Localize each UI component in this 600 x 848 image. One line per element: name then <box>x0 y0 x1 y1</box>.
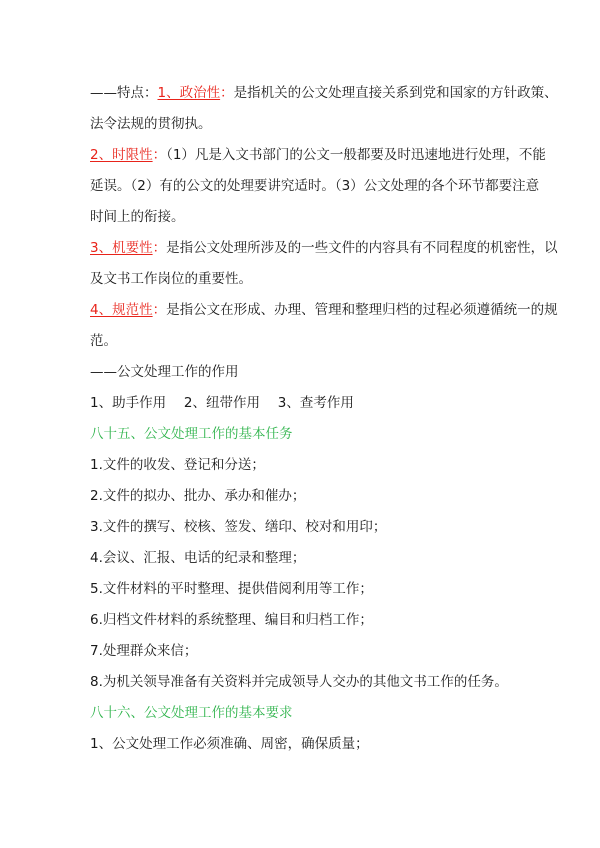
requirement-item: 1、公文处理工作必须准确、周密，确保质量； <box>90 736 369 752</box>
feature-standard-line1 <box>90 295 558 326</box>
feature-timeliness-line2: 延误。（2）有的公文的处理要讲究适时。（3）公文处理的各个环节都要注意 <box>90 178 540 194</box>
role-heading: ——公文处理工作的作用 <box>90 364 239 380</box>
task-item: 8.为机关领导准备有关资料并完成领导人交办的其他文书工作的任务。 <box>90 674 508 690</box>
feature-colon: ： <box>152 302 167 318</box>
feature-timeliness-line3: 时间上的衔接。 <box>90 209 185 225</box>
feature-confidential-line1 <box>90 233 558 264</box>
document-page <box>90 78 558 760</box>
feature-label-standard: 4、规范性 <box>90 302 153 318</box>
task-item: 5.文件材料的平时整理、提供借阅利用等工作； <box>90 581 373 597</box>
task-item: 6.归档文件材料的系统整理、编目和归档工作； <box>90 612 373 628</box>
features-intro-prefix: ——特点： <box>90 85 158 101</box>
feature-colon: ： <box>152 240 167 256</box>
feature-colon: ： <box>152 147 167 163</box>
feature-text: （1）凡是入文书部门的公文一般都要及时迅速地进行处理，不能 <box>166 147 546 163</box>
task-item: 1.文件的收发、登记和分送； <box>90 457 265 473</box>
feature-political-line2: 法令法规的贯彻执。 <box>90 116 212 132</box>
task-item: 4.会议、汇报、电话的纪录和整理； <box>90 550 306 566</box>
role-line: 1、助手作用 2、纽带作用 3、查考作用 <box>90 395 354 411</box>
feature-standard-line2: 范。 <box>90 333 117 349</box>
feature-timeliness-line1 <box>90 140 546 171</box>
feature-label-confidential: 3、机要性 <box>90 240 153 256</box>
task-item: 2.文件的拟办、批办、承办和催办； <box>90 488 306 504</box>
feature-label-timeliness: 2、时限性 <box>90 147 153 163</box>
feature-text: 是指公文在形成、办理、管理和整理归档的过程必须遵循统一的规 <box>166 302 558 318</box>
section-85-heading: 八十五、公文处理工作的基本任务 <box>90 426 293 442</box>
feature-label-political: 1、政治性 <box>157 85 221 101</box>
feature-confidential-line2: 及文书工作岗位的重要性。 <box>90 271 252 287</box>
feature-colon: ： <box>220 85 234 101</box>
section-86-heading: 八十六、公文处理工作的基本要求 <box>90 705 293 721</box>
feature-political-line1 <box>90 78 558 109</box>
task-item: 3.文件的撰写、校核、签发、缮印、校对和用印； <box>90 519 387 535</box>
feature-text: 是指机关的公文处理直接关系到党和国家的方针政策、 <box>233 85 558 101</box>
task-item: 7.处理群众来信； <box>90 643 198 659</box>
feature-text: 是指公文处理所涉及的一些文件的内容具有不同程度的机密性，以 <box>166 240 558 256</box>
